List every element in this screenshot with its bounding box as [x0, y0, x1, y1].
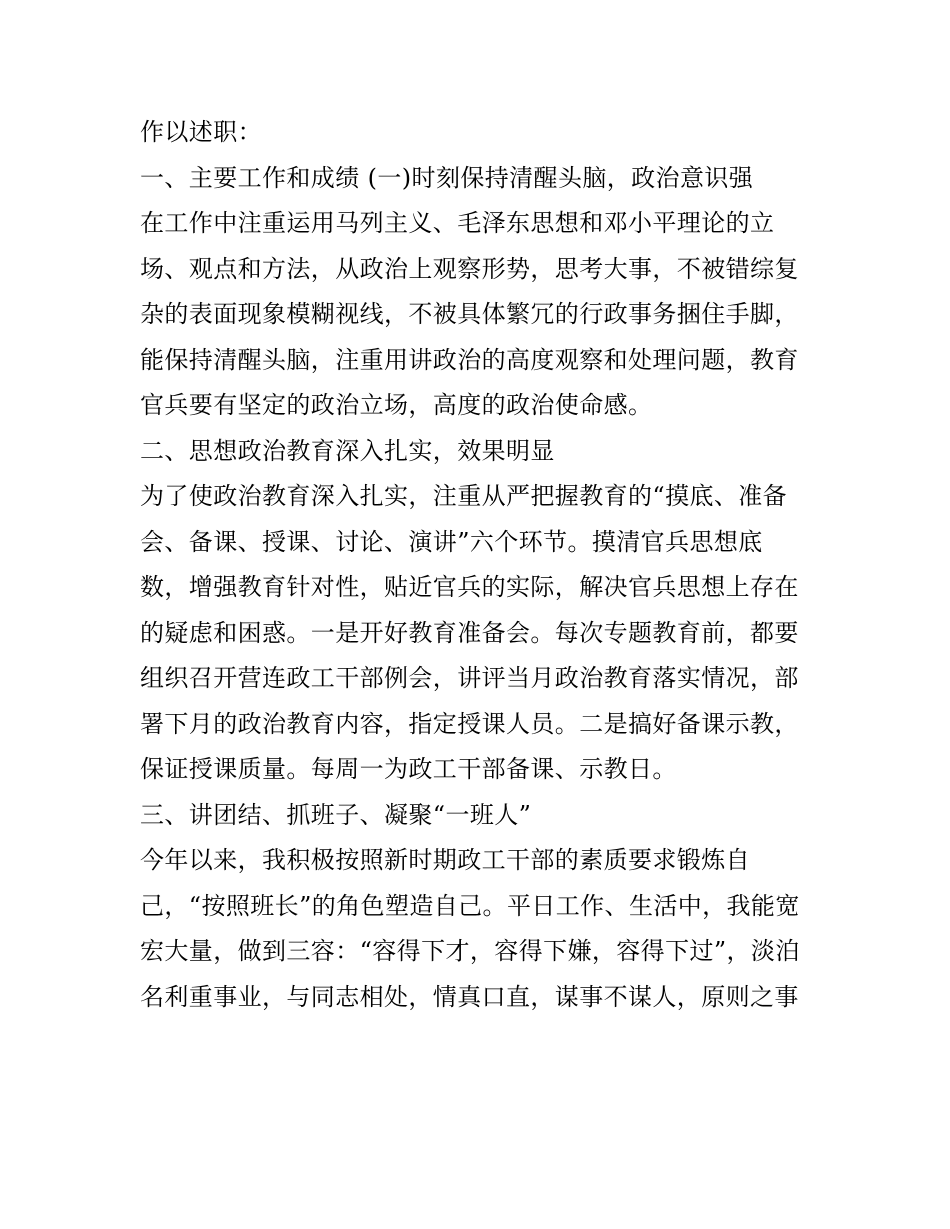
text-line: 宏大量，做到三容：“容得下才，容得下嫌，容得下过”，淡泊	[140, 937, 800, 965]
text-line: 保证授课质量。每周一为政工干部备课、示教日。	[140, 755, 677, 783]
text-line: 的疑虑和困惑。一是开好教育准备会。每次专题教育前，都要	[140, 618, 799, 647]
text-line: 名利重事业，与同志相处，情真口直，谋事不谋人，原则之事	[140, 982, 799, 1011]
text-line: 为了使政治教育深入扎实，注重从严把握教育的“摸底、准备	[140, 482, 788, 510]
text-line: 己，“按照班长”的角色塑造自己。平日工作、生活中，我能宽	[140, 891, 800, 920]
document-body	[140, 110, 840, 1020]
text-line: 数，增强教育针对性，贴近官兵的实际，解决官兵思想上存在	[140, 573, 799, 601]
text-line: 署下月的政治教育内容，指定授课人员。二是搞好备课示教，	[140, 709, 799, 738]
text-line: 杂的表面现象模糊视线，不被具体繁冗的行政事务捆住手脚，	[140, 300, 799, 328]
text-line: 场、观点和方法，从政治上观察形势，思考大事，不被错综复	[140, 254, 799, 283]
text-line: 官兵要有坚定的政治立场，高度的政治使命感。	[140, 391, 653, 419]
text-line: 能保持清醒头脑，注重用讲政治的高度观察和处理问题，教育	[140, 345, 799, 374]
text-line: 组织召开营连政工干部例会，讲评当月政治教育落实情况，部	[140, 664, 799, 692]
text-line: 今年以来，我积极按照新时期政工干部的素质要求锻炼自	[140, 846, 750, 874]
section-heading: 三、讲团结、抓班子、凝聚“一班人”	[140, 800, 532, 829]
section-heading: 一、主要工作和成绩 (一)时刻保持清醒头脑，政治意识强	[140, 163, 754, 192]
text-line: 会、备课、授课、讨论、演讲”六个环节。摸清官兵思想底	[140, 527, 763, 556]
text-line: 作以述职：	[140, 118, 262, 146]
section-heading: 二、思想政治教育深入扎实，效果明显	[140, 436, 555, 465]
text-line: 在工作中注重运用马列主义、毛泽东思想和邓小平理论的立	[140, 209, 775, 237]
